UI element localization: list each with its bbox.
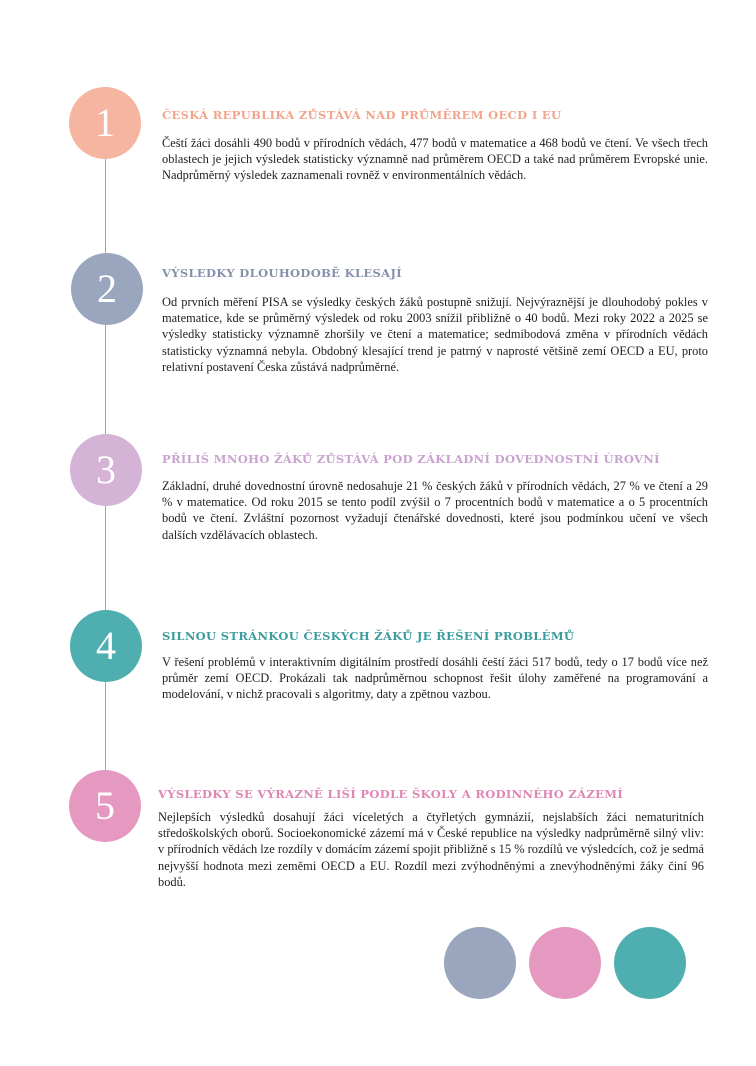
section-heading: SILNOU STRÁNKOU ČESKÝCH ŽÁKŮ JE ŘEŠENÍ PROBLÉMŮ	[162, 629, 575, 643]
section-body: Základní, druhé dovednostní úrovně nedosahuje 21 % českých žáků v přírodních vědách, 27 % ve čtení a 29 % v matematice. Od roku 2015 se tento podíl zvýšil o 7 procentních bodů v matematice a o 5 procentních bodů ve čtení. Zvláštní pozornost vyžadují čtenářské dovednosti, které jsou podmínkou učení ve všech dalších vzdělávacích oblastech.	[162, 479, 708, 542]
section-5	[158, 787, 704, 890]
section-body: V řešení problémů v interaktivním digitálním prostředí dosáhli čeští žáci 517 bodů, tedy o 17 bodů více než průměr zemí OECD. Prokázali tak nadprůměrnou schopnost řešit úlohy zaměřené na programování a modelování, v nichž pracovali s algoritmy, daty a zpětnou vazbou.	[162, 655, 708, 702]
step-number: 3	[96, 447, 116, 492]
section-heading: PŘÍLIŠ MNOHO ŽÁKŮ ZŮSTÁVÁ POD ZÁKLADNÍ DOVEDNOSTNÍ ÚROVNÍ	[162, 452, 660, 466]
step-number-circle-5	[69, 770, 141, 842]
section-body: Nejlepších výsledků dosahují žáci víceletých a čtyřletých gymnázií, nejslabších žáci nematuritních středoškolských oborů. Socioekonomické zázemí má v České republice na výsledky nadprůměrně silný vliv: v přírodních vědách lze rozdíly v domácím zázemí spojit přibližně s 15 % rozdílů ve výsledcích, což je sedmá nejvyšší hodnota mezi zeměmi OECD a EU. Rozdíl mezi zvýhodněnými a znevýhodněnými žáky činí 96 bodů.	[158, 810, 704, 889]
step-number: 2	[97, 266, 117, 311]
step-number: 1	[95, 100, 115, 145]
step-number-circle-4	[70, 610, 142, 682]
section-heading: VÝSLEDKY DLOUHODOBĚ KLESAJÍ	[162, 266, 402, 280]
section-heading: VÝSLEDKY SE VÝRAZNĚ LIŠÍ PODLE ŠKOLY A RODINNÉHO ZÁZEMÍ	[158, 787, 624, 801]
section-heading: ČESKÁ REPUBLIKA ZŮSTÁVÁ NAD PRŮMĚREM OECD I EU	[162, 108, 562, 122]
section-4	[162, 629, 708, 703]
section-2	[162, 266, 708, 375]
decorative-circle-pink	[529, 927, 601, 999]
step-number-circle-2	[71, 253, 143, 325]
section-body: Od prvních měření PISA se výsledky českých žáků postupně snižují. Nejvýraznější je dlouhodobý pokles v matematice, kde se průměrný výsledek od roku 2003 snížil přibližně o 40 bodů. Mezi roky 2022 a 2025 se výsledky statisticky významně zhoršily ve čtení a matematice; sedmibodová změna v přírodních vědách statisticky významná nebyla. Obdobný klesající trend je patrný v naprosté většině zemí OECD a EU, proto relativní postavení Česka zůstává nadprůměrné.	[162, 295, 708, 374]
section-1	[162, 108, 708, 184]
section-3	[162, 452, 708, 543]
step-number: 5	[95, 783, 115, 828]
decorative-circle-teal	[614, 927, 686, 999]
step-number-circle-1	[69, 87, 141, 159]
step-number-circle-3	[70, 434, 142, 506]
decorative-circle-slate	[444, 927, 516, 999]
step-number: 4	[96, 623, 116, 668]
section-body: Čeští žáci dosáhli 490 bodů v přírodních vědách, 477 bodů v matematice a 468 bodů ve čtení. Ve všech třech oblastech je jejich výsledek statisticky významně nad průměrem OECD a také nad průměrem Evropské unie. Nadprůměrný výsledek zaznamenali rovněž v environmentálních vědách.	[162, 136, 708, 183]
